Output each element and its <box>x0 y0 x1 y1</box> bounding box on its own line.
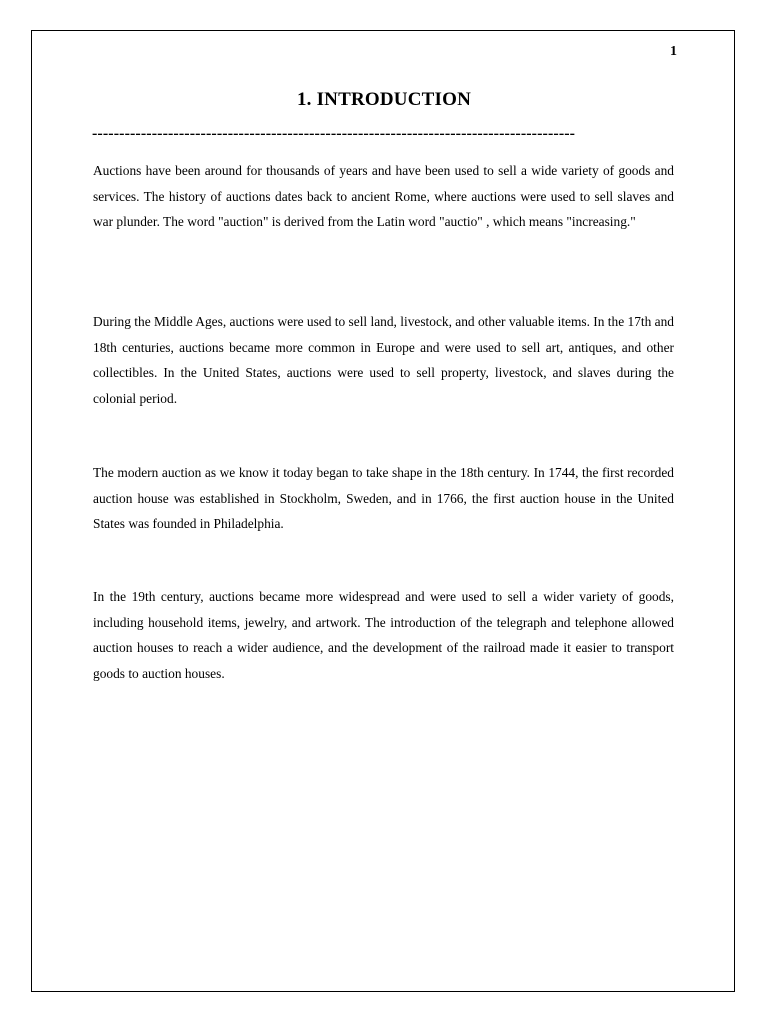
section-heading: 1. INTRODUCTION <box>296 89 472 110</box>
page-number: 1 <box>670 44 677 59</box>
paragraph-19th-century: In the 19th century, auctions became more widespread and were used to sell a wider variety of goods, including household items, jewelry, and artwork. The introduction of the telegraph and telephone allowed auction houses to reach a wider audience, and the development of the railroad made it easier to transport goods to auction houses. <box>93 589 674 681</box>
paragraph-middle-ages: During the Middle Ages, auctions were used to sell land, livestock, and other valuable items. In the 17th and 18th centuries, auctions became more common in Europe and were used to sell art, antiques, and other collectibles. In the United States, auctions were used to sell property, livestock, and slaves during the colonial period. <box>93 314 674 406</box>
paragraph-ancient-origins: Auctions have been around for thousands of years and have been used to sell a wide variety of goods and services. The history of auctions dates back to ancient Rome, where auctions were used to sell slaves and war plunder. The word "auction" is derived from the Latin word "auctio" , which means "increasing." <box>93 163 674 230</box>
paragraph-modern-auction: The modern auction as we know it today began to take shape in the 18th century. In 1744, the first recorded auction house was established in Stockholm, Sweden, and in 1766, the first auction house in the United States was founded in Philadelphia. <box>93 465 674 532</box>
dashed-separator: ----------------------------------------------------------------------------------------- <box>92 125 576 142</box>
